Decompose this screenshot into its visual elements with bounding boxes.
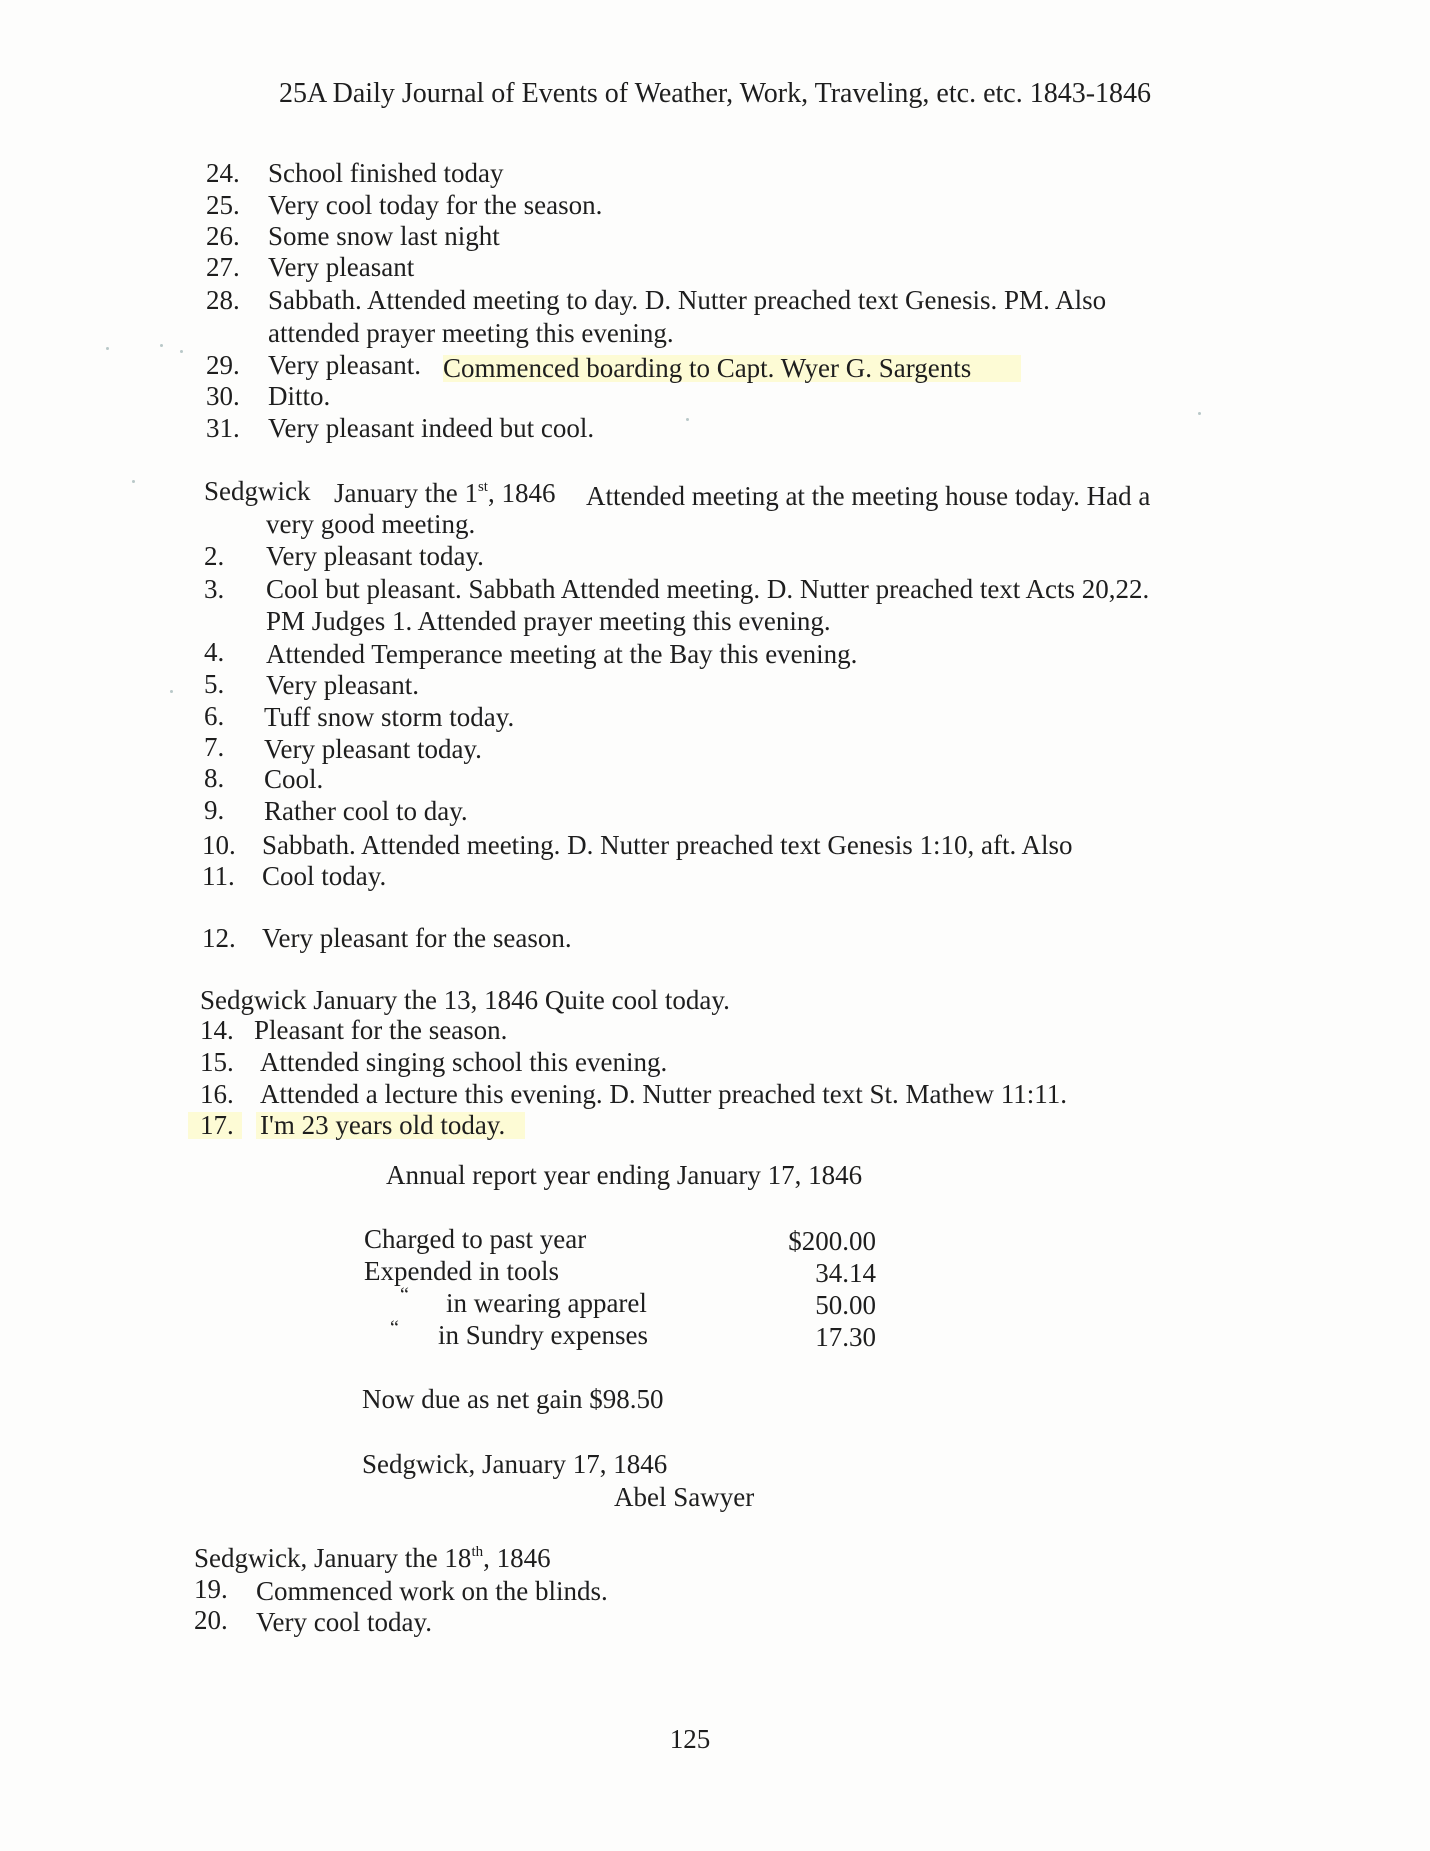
entry-number: 7. xyxy=(204,732,225,762)
entry-number: 16. xyxy=(200,1079,234,1109)
jan13-entry: Sedgwick January the 13, 1846 Quite cool today. xyxy=(200,985,730,1015)
report-amount: 50.00 xyxy=(815,1290,876,1320)
page-title: 25A Daily Journal of Events of Weather, Work, Traveling, etc. etc. 1843-1846 xyxy=(278,78,1152,109)
entry-number: 20. xyxy=(194,1605,228,1635)
report-label: in Sundry expenses xyxy=(438,1320,648,1350)
entry-number: 30. xyxy=(206,381,240,411)
report-amount: $200.00 xyxy=(788,1226,876,1256)
scan-speck xyxy=(132,480,135,483)
entry-text: Some snow last night xyxy=(268,221,500,251)
date-suffix: th xyxy=(471,1544,484,1560)
entry-number: 2. xyxy=(204,541,225,571)
entry-number: 14. xyxy=(200,1015,234,1045)
entry-number: 12. xyxy=(202,923,236,953)
report-title: Annual report year ending January 17, 1846 xyxy=(386,1160,863,1190)
entry-text: Attended Temperance meeting at the Bay this evening. xyxy=(266,639,858,669)
entry-number: 9. xyxy=(204,795,225,825)
ditto-mark: “ xyxy=(390,1317,399,1339)
heading-date xyxy=(334,480,555,507)
scan-speck xyxy=(1198,412,1201,415)
highlighted-text: Commenced boarding to Capt. Wyer G. Sargents xyxy=(443,355,1021,382)
entry-continuation: PM Judges 1. Attended prayer meeting this evening. xyxy=(266,606,831,636)
report-label: in wearing apparel xyxy=(446,1288,647,1318)
date-text: January the 1 xyxy=(334,478,478,508)
ditto-mark: “ xyxy=(400,1284,409,1306)
date-suffix: st xyxy=(477,479,488,495)
entry-number: 10. xyxy=(202,830,236,860)
entry-text: Very pleasant for the season. xyxy=(262,923,572,953)
date-year: , 1846 xyxy=(487,478,556,508)
net-gain: Now due as net gain $98.50 xyxy=(362,1384,664,1414)
date-text: Sedgwick, January the 18 xyxy=(194,1543,472,1573)
entry-text: Rather cool to day. xyxy=(264,796,468,826)
entry-text: Attended singing school this evening. xyxy=(260,1047,668,1077)
scan-speck xyxy=(686,418,689,421)
entry-number: 31. xyxy=(206,413,240,443)
entry-text: Attended a lecture this evening. D. Nutter preached text St. Mathew 11:11. xyxy=(260,1079,1068,1109)
entry-number: 3. xyxy=(204,574,225,604)
entry-number: 26. xyxy=(206,221,240,251)
entry-text: Sabbath. Attended meeting. D. Nutter preached text Genesis 1:10, aft. Also xyxy=(262,830,1073,860)
entry-text: Very pleasant today. xyxy=(264,734,482,764)
entry-text: Very cool today for the season. xyxy=(268,190,603,220)
place-name: Sedgwick xyxy=(204,476,311,506)
entry-number: 17. xyxy=(188,1112,242,1139)
scan-speck xyxy=(180,350,183,353)
entry-number: 28. xyxy=(206,285,240,315)
entry-text: Sabbath. Attended meeting to day. D. Nutter preached text Genesis. PM. Also xyxy=(268,285,1107,315)
entry-text: Commenced work on the blinds. xyxy=(256,1576,608,1606)
entry-text: Pleasant for the season. xyxy=(254,1015,508,1045)
entry-text: Tuff snow storm today. xyxy=(264,702,515,732)
page-number: 125 xyxy=(669,1724,711,1754)
entry-number: 6. xyxy=(204,701,225,731)
entry-text: Very cool today. xyxy=(256,1607,432,1637)
entry-number: 19. xyxy=(194,1574,228,1604)
entry-text: Very pleasant. xyxy=(266,670,419,700)
entry-text: Cool. xyxy=(264,764,324,794)
entry-text: Very pleasant indeed but cool. xyxy=(268,413,595,443)
entry-text: School finished today xyxy=(268,158,504,188)
entry-number: 15. xyxy=(200,1047,234,1077)
entry-text: Very pleasant today. xyxy=(266,541,484,571)
entry-number: 27. xyxy=(206,252,240,282)
signature-name: Abel Sawyer xyxy=(614,1482,755,1512)
jan18-heading xyxy=(194,1545,551,1572)
heading-continuation: very good meeting. xyxy=(266,509,476,539)
report-label: Charged to past year xyxy=(364,1224,587,1254)
entry-continuation: attended prayer meeting this evening. xyxy=(268,318,674,348)
entry-text: Very pleasant. xyxy=(268,350,421,380)
entry-number: 11. xyxy=(202,861,235,891)
report-place-date: Sedgwick, January 17, 1846 xyxy=(362,1449,668,1479)
scan-speck xyxy=(106,347,109,350)
entry-text: Cool but pleasant. Sabbath Attended meeting. D. Nutter preached text Acts 20,22. xyxy=(266,574,1150,604)
entry-number: 29. xyxy=(206,350,240,380)
entry-number: 24. xyxy=(206,158,240,188)
highlighted-text: I'm 23 years old today. xyxy=(256,1112,525,1139)
report-amount: 17.30 xyxy=(815,1322,876,1352)
entry-text: Ditto. xyxy=(268,381,331,411)
date-year: , 1846 xyxy=(483,1543,551,1573)
entry-number: 25. xyxy=(206,190,240,220)
scan-speck xyxy=(160,344,163,347)
entry-text: Cool today. xyxy=(262,861,387,891)
heading-text: Attended meeting at the meeting house today. Had a xyxy=(586,481,1151,511)
scan-speck xyxy=(170,690,173,693)
entry-number: 5. xyxy=(204,669,225,699)
report-amount: 34.14 xyxy=(815,1258,876,1288)
entry-number: 8. xyxy=(204,763,225,793)
entry-text: Very pleasant xyxy=(268,252,415,282)
report-label: Expended in tools xyxy=(364,1256,559,1286)
entry-number: 4. xyxy=(204,637,225,667)
